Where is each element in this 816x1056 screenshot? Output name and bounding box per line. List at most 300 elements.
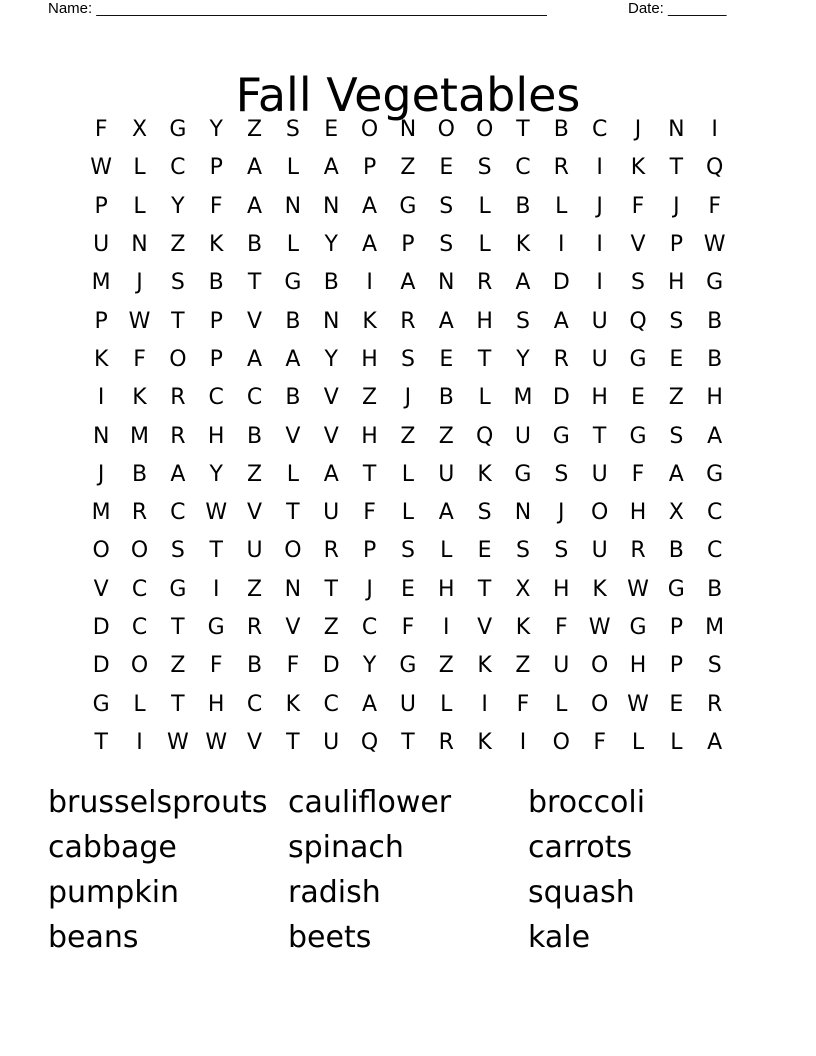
grid-letter[interactable]: H xyxy=(591,385,608,411)
grid-letter[interactable]: V xyxy=(247,500,263,526)
grid-letter[interactable]: T xyxy=(477,346,492,372)
grid-letter[interactable]: S xyxy=(439,193,454,219)
grid-letter[interactable]: C xyxy=(706,500,723,526)
grid-letter[interactable]: R xyxy=(553,346,569,372)
grid-letter[interactable]: V xyxy=(477,615,493,640)
grid-letter[interactable]: O xyxy=(590,653,609,679)
grid-letter[interactable]: B xyxy=(208,270,224,296)
grid-letter[interactable]: T xyxy=(94,729,108,755)
grid-letter[interactable]: I xyxy=(136,729,143,755)
grid-letter[interactable]: Y xyxy=(324,346,338,372)
grid-letter[interactable]: O xyxy=(284,538,302,564)
grid-letter[interactable]: M xyxy=(705,615,725,640)
grid-letter[interactable]: S xyxy=(554,538,569,564)
grid-letter[interactable]: G xyxy=(514,461,532,487)
grid-letter[interactable]: U xyxy=(591,308,608,334)
grid-letter[interactable]: L xyxy=(631,729,645,755)
grid-letter[interactable]: O xyxy=(130,653,149,679)
grid-letter[interactable]: K xyxy=(285,691,301,717)
grid-letter[interactable]: T xyxy=(171,691,185,717)
grid-letter[interactable]: Z xyxy=(170,232,186,258)
grid-letter[interactable]: Z xyxy=(247,461,263,487)
grid-letter[interactable]: U xyxy=(323,500,340,526)
grid-letter[interactable]: S xyxy=(285,117,300,143)
grid-letter[interactable]: A xyxy=(553,308,569,334)
grid-letter[interactable]: N xyxy=(438,270,455,296)
grid-letter[interactable]: V xyxy=(285,423,301,449)
grid-letter[interactable]: Y xyxy=(362,653,377,679)
grid-letter[interactable]: D xyxy=(92,653,110,679)
grid-letter[interactable]: N xyxy=(284,576,302,602)
grid-letter[interactable]: S xyxy=(515,308,530,334)
grid-letter[interactable]: W xyxy=(166,729,189,755)
grid-letter[interactable]: R xyxy=(630,538,646,564)
grid-letter[interactable]: C xyxy=(170,500,186,526)
grid-letter[interactable]: G xyxy=(667,576,685,602)
grid-letter[interactable]: E xyxy=(669,691,684,717)
grid-letter[interactable]: L xyxy=(401,461,415,487)
grid-letter[interactable]: T xyxy=(324,576,338,602)
grid-letter[interactable]: D xyxy=(322,653,340,679)
grid-letter[interactable]: X xyxy=(515,576,531,602)
grid-letter[interactable]: P xyxy=(669,653,683,679)
grid-letter[interactable]: P xyxy=(669,615,683,640)
grid-letter[interactable]: N xyxy=(514,500,532,526)
grid-letter[interactable]: I xyxy=(558,232,565,258)
letter-grid xyxy=(82,111,734,762)
grid-letter[interactable]: V xyxy=(323,423,339,449)
grid-letter[interactable]: B xyxy=(323,270,339,296)
grid-letter[interactable]: S xyxy=(170,538,185,564)
grid-letter[interactable]: J xyxy=(558,500,565,526)
grid-letter[interactable]: A xyxy=(707,423,723,449)
grid-letter[interactable]: P xyxy=(94,308,108,334)
grid-letter[interactable]: E xyxy=(439,155,454,181)
grid-letter[interactable]: P xyxy=(669,232,683,258)
grid-letter[interactable]: A xyxy=(323,461,339,487)
grid-letter[interactable]: T xyxy=(516,117,530,143)
grid-letter[interactable]: L xyxy=(555,691,568,717)
grid-letter[interactable]: F xyxy=(516,691,530,717)
grid-letter[interactable]: O xyxy=(437,117,455,143)
grid-letter[interactable]: G xyxy=(169,576,187,602)
grid-letter[interactable]: G xyxy=(706,461,724,487)
grid-letter[interactable]: P xyxy=(362,538,377,564)
grid-letter[interactable]: J xyxy=(404,385,412,411)
grid-letter[interactable]: F xyxy=(593,729,606,755)
grid-letter[interactable]: U xyxy=(514,423,531,449)
grid-letter[interactable]: Z xyxy=(515,653,531,679)
grid-letter[interactable]: F xyxy=(401,615,415,640)
grid-letter[interactable]: A xyxy=(362,193,378,219)
grid-letter[interactable]: Z xyxy=(362,385,378,411)
grid-letter[interactable]: A xyxy=(362,691,378,717)
grid-letter[interactable]: I xyxy=(97,385,105,411)
grid-letter[interactable]: S xyxy=(707,653,722,679)
grid-letter[interactable]: K xyxy=(477,653,492,679)
grid-letter[interactable]: R xyxy=(400,308,416,334)
grid-letter[interactable]: A xyxy=(707,729,723,755)
grid-row xyxy=(82,149,734,187)
grid-letter[interactable]: U xyxy=(323,729,340,755)
grid-letter[interactable]: P xyxy=(94,193,108,219)
grid-letter[interactable]: C xyxy=(208,385,224,411)
grid-letter[interactable]: A xyxy=(285,346,301,372)
grid-letter[interactable]: O xyxy=(590,500,609,526)
grid-letter[interactable]: L xyxy=(133,691,146,717)
grid-letter[interactable]: S xyxy=(477,155,492,181)
grid-letter[interactable]: U xyxy=(399,691,416,717)
grid-letter[interactable]: E xyxy=(324,117,339,143)
grid-letter[interactable]: J xyxy=(97,461,105,487)
grid-letter[interactable]: T xyxy=(171,615,185,640)
grid-letter[interactable]: F xyxy=(631,461,645,487)
grid-letter[interactable]: D xyxy=(92,615,110,640)
grid-letter[interactable]: O xyxy=(130,538,149,564)
grid-letter[interactable]: E xyxy=(669,346,684,372)
grid-letter[interactable]: R xyxy=(707,691,723,717)
grid-letter[interactable]: B xyxy=(247,423,263,449)
grid-letter[interactable]: L xyxy=(478,193,491,219)
grid-letter[interactable]: S xyxy=(554,461,569,487)
grid-letter[interactable]: M xyxy=(91,270,111,296)
grid-letter[interactable]: P xyxy=(209,346,223,372)
grid-letter[interactable]: L xyxy=(478,385,491,411)
grid-letter[interactable]: G xyxy=(399,193,417,219)
grid-letter[interactable]: K xyxy=(515,232,531,258)
grid-letter[interactable]: Z xyxy=(247,576,263,602)
grid-letter[interactable]: H xyxy=(553,576,570,602)
name-label: Name: xyxy=(48,0,93,17)
grid-letter[interactable]: J xyxy=(673,193,680,219)
grid-letter[interactable]: U xyxy=(591,346,608,372)
grid-letter[interactable]: K xyxy=(362,308,377,334)
date-blank[interactable]: _______ xyxy=(668,0,727,17)
grid-letter[interactable]: K xyxy=(208,232,224,258)
grid-letter[interactable]: I xyxy=(711,117,718,143)
grid-letter[interactable]: A xyxy=(170,461,186,487)
grid-letter[interactable]: G xyxy=(629,346,647,372)
grid-letter[interactable]: S xyxy=(400,346,415,372)
grid-letter[interactable]: Z xyxy=(400,155,416,181)
grid-letter[interactable]: F xyxy=(209,653,223,679)
grid-letter[interactable]: R xyxy=(170,423,186,449)
word-bank-item: cauliflower xyxy=(288,785,452,820)
grid-letter[interactable]: L xyxy=(133,155,146,181)
grid-letter[interactable]: Z xyxy=(668,385,684,411)
grid-letter[interactable]: S xyxy=(669,423,684,449)
grid-letter[interactable]: Z xyxy=(438,653,454,679)
grid-letter[interactable]: W xyxy=(128,308,151,334)
grid-letter[interactable]: S xyxy=(439,232,454,258)
grid-letter[interactable]: R xyxy=(476,270,493,296)
grid-letter[interactable]: N xyxy=(92,423,110,449)
grid-letter[interactable]: A xyxy=(247,346,263,372)
grid-letter[interactable]: Y xyxy=(209,117,223,143)
grid-letter[interactable]: N xyxy=(131,232,148,258)
grid-letter[interactable]: B xyxy=(707,346,723,372)
grid-letter[interactable]: B xyxy=(515,193,531,219)
grid-letter[interactable]: C xyxy=(515,155,531,181)
grid-letter[interactable]: H xyxy=(207,423,225,449)
grid-letter[interactable]: B xyxy=(131,461,148,487)
grid-letter[interactable]: A xyxy=(323,155,339,181)
grid-letter[interactable]: Z xyxy=(247,117,263,143)
grid-letter[interactable]: S xyxy=(515,538,530,564)
grid-letter[interactable]: B xyxy=(285,308,301,334)
grid-letter[interactable]: H xyxy=(437,576,455,602)
grid-letter[interactable]: K xyxy=(93,346,109,372)
grid-letter[interactable]: G xyxy=(207,615,225,640)
grid-letter[interactable]: H xyxy=(668,270,685,296)
grid-letter[interactable]: O xyxy=(360,117,379,143)
grid-letter[interactable]: B xyxy=(247,653,263,679)
grid-letter[interactable]: L xyxy=(670,729,683,755)
grid-letter[interactable]: W xyxy=(627,576,649,602)
grid-letter[interactable]: W xyxy=(90,155,113,181)
grid-letter[interactable]: N xyxy=(323,308,340,334)
grid-letter[interactable]: P xyxy=(401,232,415,258)
grid-letter[interactable]: Z xyxy=(400,423,416,449)
grid-letter[interactable]: N xyxy=(284,193,302,219)
grid-letter[interactable]: L xyxy=(286,461,300,487)
grid-row xyxy=(82,571,734,609)
grid-letter[interactable]: K xyxy=(477,729,492,755)
grid-letter[interactable]: P xyxy=(209,308,223,334)
grid-letter[interactable]: O xyxy=(92,538,110,564)
grid-row xyxy=(82,341,734,379)
grid-letter[interactable]: C xyxy=(131,576,148,602)
grid-letter[interactable]: L xyxy=(133,193,146,219)
grid-letter[interactable]: N xyxy=(399,117,417,143)
grid-letter[interactable]: V xyxy=(247,308,263,334)
grid-letter[interactable]: F xyxy=(209,193,223,219)
grid-letter[interactable]: V xyxy=(630,232,646,258)
grid-letter[interactable]: S xyxy=(477,500,492,526)
grid-letter[interactable]: T xyxy=(401,729,415,755)
grid-letter[interactable]: V xyxy=(93,576,109,602)
grid-letter[interactable]: I xyxy=(443,615,450,640)
grid-letter[interactable]: G xyxy=(629,615,647,640)
grid-letter[interactable]: L xyxy=(555,193,568,219)
grid-letter[interactable]: B xyxy=(553,117,569,143)
grid-letter[interactable]: A xyxy=(438,308,454,334)
grid-letter[interactable]: K xyxy=(592,576,607,602)
grid-letter[interactable]: Z xyxy=(170,653,186,679)
grid-letter[interactable]: F xyxy=(286,653,300,679)
grid-letter[interactable]: B xyxy=(247,232,263,258)
grid-letter[interactable]: A xyxy=(247,193,263,219)
grid-letter[interactable]: F xyxy=(133,346,146,372)
grid-letter[interactable]: B xyxy=(285,385,301,411)
grid-letter[interactable]: A xyxy=(668,461,684,487)
grid-letter[interactable]: X xyxy=(668,500,684,526)
grid-letter[interactable]: G xyxy=(399,653,417,679)
grid-letter[interactable]: O xyxy=(552,729,570,755)
grid-letter[interactable]: H xyxy=(629,500,647,526)
grid-letter[interactable]: E xyxy=(631,385,645,411)
grid-letter[interactable]: E xyxy=(477,538,492,564)
grid-letter[interactable]: W xyxy=(703,232,726,258)
grid-letter[interactable]: T xyxy=(669,155,684,181)
grid-letter[interactable]: U xyxy=(93,232,110,258)
grid-letter[interactable]: C xyxy=(131,615,148,640)
grid-letter[interactable]: H xyxy=(207,691,225,717)
grid-letter[interactable]: I xyxy=(596,270,603,296)
grid-letter[interactable]: L xyxy=(286,232,300,258)
grid-letter[interactable]: J xyxy=(136,270,143,296)
grid-letter[interactable]: K xyxy=(630,155,646,181)
grid-letter[interactable]: J xyxy=(634,117,642,143)
grid-letter[interactable]: K xyxy=(132,385,147,411)
grid-letter[interactable]: T xyxy=(286,729,300,755)
grid-letter[interactable]: R xyxy=(170,385,186,411)
grid-letter[interactable]: U xyxy=(553,653,570,679)
grid-letter[interactable]: I xyxy=(212,576,220,602)
grid-letter[interactable]: I xyxy=(519,729,527,755)
grid-letter[interactable]: F xyxy=(708,193,721,219)
grid-letter[interactable]: Y xyxy=(516,346,530,372)
grid-letter[interactable]: G xyxy=(92,691,110,717)
grid-letter[interactable]: L xyxy=(478,232,491,258)
grid-letter[interactable]: Q xyxy=(475,423,494,449)
grid-letter[interactable]: O xyxy=(590,691,609,717)
grid-letter[interactable]: I xyxy=(596,155,603,181)
grid-letter[interactable]: R xyxy=(246,615,263,640)
grid-letter[interactable]: A xyxy=(362,232,378,258)
word-bank-item: spinach xyxy=(288,830,404,865)
grid-letter[interactable]: F xyxy=(554,615,568,640)
grid-letter[interactable]: K xyxy=(515,615,531,640)
grid-letter[interactable]: N xyxy=(668,117,685,143)
grid-letter[interactable]: G xyxy=(629,423,647,449)
grid-letter[interactable]: E xyxy=(439,346,454,372)
grid-letter[interactable]: O xyxy=(475,117,494,143)
grid-letter[interactable]: T xyxy=(477,576,492,602)
grid-letter[interactable]: S xyxy=(170,270,185,296)
grid-letter[interactable]: H xyxy=(629,653,647,679)
grid-letter[interactable]: L xyxy=(286,155,300,181)
name-line[interactable] xyxy=(48,0,547,18)
grid-letter[interactable]: B xyxy=(438,385,454,411)
grid-letter[interactable]: R xyxy=(438,729,454,755)
grid-letter[interactable]: X xyxy=(131,117,148,143)
grid-letter[interactable]: D xyxy=(552,385,570,411)
grid-letter[interactable]: G xyxy=(552,423,570,449)
grid-letter[interactable]: C xyxy=(361,615,378,640)
grid-letter[interactable]: W xyxy=(627,691,649,717)
grid-letter[interactable]: Y xyxy=(209,461,223,487)
grid-letter[interactable]: F xyxy=(94,117,108,143)
grid-letter[interactable]: J xyxy=(596,193,603,219)
grid-letter[interactable]: U xyxy=(591,538,608,564)
grid-letter[interactable]: T xyxy=(286,500,300,526)
grid-letter[interactable]: T xyxy=(247,270,262,296)
grid-letter[interactable]: T xyxy=(171,308,185,334)
grid-letter[interactable]: I xyxy=(481,691,488,717)
grid-letter[interactable]: H xyxy=(706,385,723,411)
grid-letter[interactable]: K xyxy=(477,461,492,487)
grid-letter[interactable]: M xyxy=(130,423,149,449)
grid-letter[interactable]: Z xyxy=(323,615,339,640)
grid-letter[interactable]: H xyxy=(476,308,493,334)
grid-letter[interactable]: F xyxy=(631,193,645,219)
grid-letter[interactable]: U xyxy=(438,461,455,487)
grid-letter[interactable]: A xyxy=(515,270,531,296)
grid-letter[interactable]: W xyxy=(205,500,228,526)
grid-letter[interactable]: A xyxy=(400,270,416,296)
grid-letter[interactable]: C xyxy=(246,385,263,411)
grid-letter[interactable]: T xyxy=(209,538,223,564)
grid-letter[interactable]: O xyxy=(169,346,187,372)
date-line[interactable] xyxy=(628,0,726,18)
grid-letter[interactable]: I xyxy=(366,270,373,296)
grid-letter[interactable]: C xyxy=(591,117,608,143)
grid-letter[interactable]: A xyxy=(247,155,263,181)
grid-letter[interactable]: L xyxy=(440,691,453,717)
grid-letter[interactable]: I xyxy=(596,232,603,258)
grid-letter[interactable]: Q xyxy=(706,155,724,181)
grid-letter[interactable]: S xyxy=(631,270,645,296)
grid-letter[interactable]: W xyxy=(588,615,611,640)
grid-letter[interactable]: H xyxy=(361,346,378,372)
grid-letter[interactable]: R xyxy=(323,538,339,564)
grid-letter[interactable]: B xyxy=(707,308,723,334)
grid-letter[interactable]: C xyxy=(170,155,186,181)
grid-letter[interactable]: J xyxy=(366,576,373,602)
grid-letter[interactable]: U xyxy=(246,538,263,564)
grid-letter[interactable]: B xyxy=(707,576,723,602)
grid-letter[interactable]: C xyxy=(706,538,723,564)
grid-letter[interactable]: A xyxy=(438,500,454,526)
grid-letter[interactable]: M xyxy=(513,385,533,411)
grid-letter[interactable]: N xyxy=(323,193,340,219)
grid-letter[interactable]: U xyxy=(591,461,608,487)
grid-letter[interactable]: B xyxy=(668,538,684,564)
grid-letter[interactable]: C xyxy=(246,691,263,717)
grid-letter[interactable]: Y xyxy=(324,232,338,258)
grid-letter[interactable]: G xyxy=(284,270,302,296)
grid-letter[interactable]: P xyxy=(362,155,377,181)
grid-letter[interactable]: C xyxy=(323,691,339,717)
grid-letter[interactable]: V xyxy=(285,615,301,640)
grid-letter[interactable]: Q xyxy=(629,308,647,334)
grid-letter[interactable]: R xyxy=(131,500,148,526)
grid-letter[interactable]: S xyxy=(669,308,684,334)
grid-letter[interactable]: T xyxy=(362,461,377,487)
grid-letter[interactable]: V xyxy=(323,385,339,411)
grid-letter[interactable]: R xyxy=(553,155,569,181)
grid-letter[interactable]: D xyxy=(552,270,570,296)
grid-letter[interactable]: E xyxy=(400,576,415,602)
name-blank[interactable]: ______________________________________________________ xyxy=(96,0,547,17)
grid-letter[interactable]: S xyxy=(400,538,415,564)
grid-letter[interactable]: P xyxy=(209,155,223,181)
grid-letter[interactable]: V xyxy=(247,729,263,755)
grid-letter[interactable]: G xyxy=(706,270,724,296)
grid-letter[interactable]: M xyxy=(91,500,111,526)
grid-letter[interactable]: T xyxy=(592,423,607,449)
grid-letter[interactable]: Z xyxy=(438,423,454,449)
grid-letter[interactable]: F xyxy=(363,500,376,526)
grid-letter[interactable]: H xyxy=(361,423,378,449)
grid-letter[interactable]: Y xyxy=(171,193,185,219)
grid-letter[interactable]: G xyxy=(169,117,187,143)
grid-letter[interactable]: Q xyxy=(360,729,379,755)
grid-letter[interactable]: L xyxy=(401,500,415,526)
grid-letter[interactable]: L xyxy=(440,538,453,564)
grid-letter[interactable]: W xyxy=(205,729,228,755)
